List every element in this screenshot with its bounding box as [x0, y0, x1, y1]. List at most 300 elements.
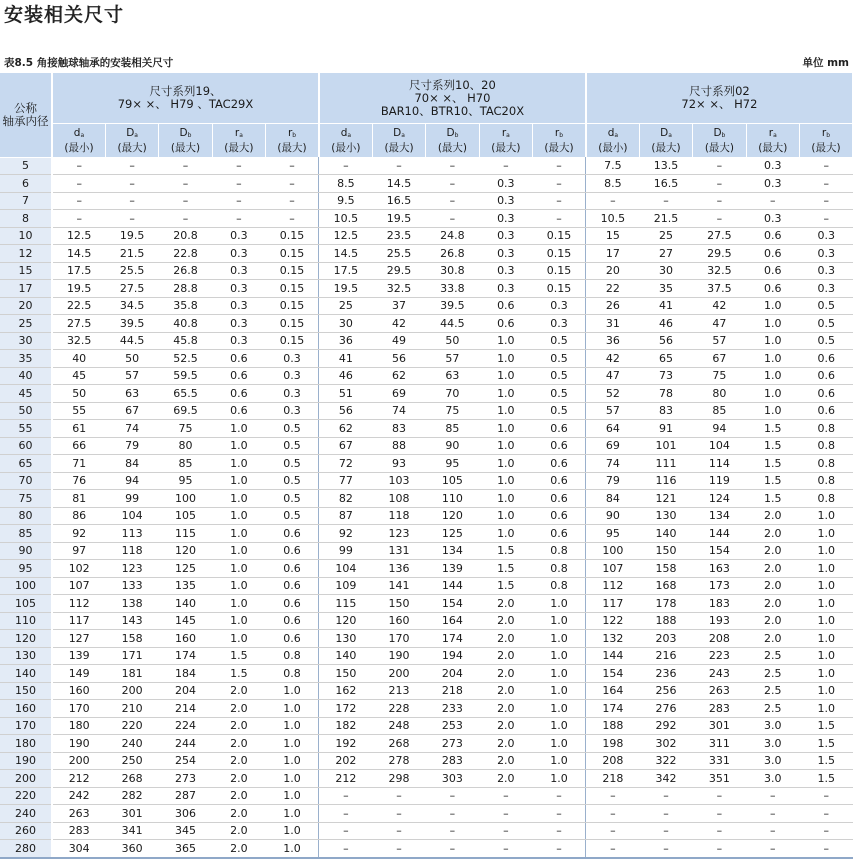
nominal-bore-cell: 5 — [0, 157, 52, 175]
dimension-cell: – — [693, 822, 746, 840]
dimension-cell: 101 — [639, 437, 692, 455]
dimension-cell: 162 — [319, 682, 372, 700]
unit-label: 单位 mm — [802, 57, 849, 69]
dimension-cell: 1.0 — [533, 717, 586, 735]
nominal-bore-cell: 17 — [0, 280, 52, 298]
dimension-cell: 2.0 — [479, 735, 532, 753]
dimension-cell: – — [426, 210, 479, 228]
dimension-cell: 141 — [372, 577, 425, 595]
dimension-cell: 2.0 — [212, 805, 265, 823]
dimension-cell: 0.3 — [800, 262, 853, 280]
dimension-cell: 110 — [426, 490, 479, 508]
dimension-cell: 21.5 — [639, 210, 692, 228]
table-row — [0, 630, 853, 648]
nominal-bore-cell: 20 — [0, 297, 52, 315]
dimension-cell: 139 — [426, 560, 479, 578]
table-row — [0, 700, 853, 718]
dimension-cell: 0.15 — [266, 297, 319, 315]
dimension-cell: 1.0 — [479, 437, 532, 455]
dimension-cell: – — [533, 210, 586, 228]
dimension-cell: 0.8 — [800, 420, 853, 438]
dimension-cell: – — [479, 840, 532, 858]
dimension-cell: 304 — [52, 840, 105, 858]
dimension-cell: – — [105, 175, 158, 193]
dimension-cell: 1.0 — [746, 297, 799, 315]
dimension-cell: 203 — [639, 630, 692, 648]
dimension-cell: 0.3 — [266, 385, 319, 403]
dimension-cell: 208 — [586, 752, 639, 770]
dimension-cell: – — [639, 805, 692, 823]
dimension-cell: 0.6 — [800, 350, 853, 368]
dimension-cell: 47 — [586, 367, 639, 385]
nominal-bore-cell: 220 — [0, 787, 52, 805]
dimension-cell: 1.5 — [212, 647, 265, 665]
dimension-cell: 74 — [105, 420, 158, 438]
dimension-cell: 73 — [639, 367, 692, 385]
dimension-cell: – — [426, 175, 479, 193]
dimension-cell: 0.5 — [533, 385, 586, 403]
dimension-cell: 0.6 — [479, 315, 532, 333]
dimension-cell: 243 — [693, 665, 746, 683]
dimension-cell: 1.0 — [533, 752, 586, 770]
dimension-cell: 0.6 — [533, 490, 586, 508]
dimension-cell: 1.0 — [479, 367, 532, 385]
dimension-cell: 1.0 — [746, 315, 799, 333]
dimension-cell: 95 — [426, 455, 479, 473]
dimension-cell: 36 — [586, 332, 639, 350]
dimension-cell: 248 — [372, 717, 425, 735]
dimension-cell: 123 — [372, 525, 425, 543]
table-body — [0, 157, 853, 858]
dimension-cell: 25 — [639, 227, 692, 245]
dimension-cell: – — [52, 157, 105, 175]
dimension-cell: 360 — [105, 840, 158, 858]
dimension-cell: 198 — [586, 735, 639, 753]
dimension-cell: 1.0 — [800, 647, 853, 665]
dimension-cell: 0.6 — [266, 612, 319, 630]
dimension-cell: 109 — [319, 577, 372, 595]
table-row — [0, 770, 853, 788]
dimension-cell: – — [426, 192, 479, 210]
dimension-cell: 174 — [586, 700, 639, 718]
table-row — [0, 175, 853, 193]
dimension-cell: 79 — [105, 437, 158, 455]
dimension-cell: 1.0 — [533, 630, 586, 648]
dimension-cell: – — [159, 175, 212, 193]
dimension-cell: 150 — [319, 665, 372, 683]
dimension-cell: – — [800, 840, 853, 858]
dimension-cell: 1.5 — [800, 735, 853, 753]
dimension-cell: 45.8 — [159, 332, 212, 350]
dimension-cell: 1.5 — [212, 665, 265, 683]
dimension-cell: – — [693, 805, 746, 823]
dimension-cell: 63 — [426, 367, 479, 385]
dimension-cell: 1.0 — [533, 700, 586, 718]
nominal-bore-cell: 280 — [0, 840, 52, 858]
dimension-cell: 45 — [52, 367, 105, 385]
nominal-bore-cell: 180 — [0, 735, 52, 753]
dimension-cell: 0.8 — [800, 472, 853, 490]
dimension-cell: 127 — [52, 630, 105, 648]
dimension-cell: 341 — [105, 822, 158, 840]
table-row — [0, 665, 853, 683]
dimension-cell: 242 — [52, 787, 105, 805]
dimension-cell: 2.5 — [746, 647, 799, 665]
dimension-cell: 95 — [159, 472, 212, 490]
dimension-cell: 0.3 — [479, 175, 532, 193]
dimension-cell: 55 — [52, 402, 105, 420]
dimension-cell: 1.0 — [800, 630, 853, 648]
nominal-bore-cell: 55 — [0, 420, 52, 438]
dimension-cell: 26.8 — [426, 245, 479, 263]
dimension-cell: 90 — [586, 507, 639, 525]
dimension-column-header — [426, 124, 479, 158]
dimension-cell: 67 — [319, 437, 372, 455]
dimension-symbol: $r_b$ — [287, 126, 297, 139]
dimension-cell: 84 — [586, 490, 639, 508]
dimension-qualifier: (最大) — [544, 141, 574, 154]
dimension-cell: 117 — [586, 595, 639, 613]
dimension-cell: 107 — [52, 577, 105, 595]
dimension-cell: 74 — [372, 402, 425, 420]
dimension-cell: 118 — [105, 542, 158, 560]
dimension-cell: 204 — [426, 665, 479, 683]
dimension-cell: 1.0 — [746, 385, 799, 403]
dimension-cell: 130 — [639, 507, 692, 525]
table-caption: 表8.5 角接触球轴承的安装相关尺寸 — [4, 57, 174, 69]
dimension-cell: 0.3 — [212, 297, 265, 315]
dimension-cell: 287 — [159, 787, 212, 805]
dimension-cell: – — [800, 210, 853, 228]
series-group-title-line: 尺寸系列02 — [689, 84, 750, 98]
nominal-bore-cell: 190 — [0, 752, 52, 770]
dimension-cell: 200 — [52, 752, 105, 770]
dimension-cell: 27.5 — [693, 227, 746, 245]
dimension-cell: 181 — [105, 665, 158, 683]
dimension-cell: 26.8 — [159, 262, 212, 280]
nominal-bore-cell: 25 — [0, 315, 52, 333]
dimension-cell: 2.0 — [479, 682, 532, 700]
nominal-bore-cell: 45 — [0, 385, 52, 403]
dimension-cell: – — [159, 157, 212, 175]
dimension-cell: 0.3 — [266, 350, 319, 368]
dimension-cell: – — [533, 175, 586, 193]
dimension-cell: – — [586, 787, 639, 805]
dimension-cell: 92 — [52, 525, 105, 543]
dimension-cell: 276 — [639, 700, 692, 718]
dimension-cell: – — [639, 840, 692, 858]
dimension-cell: 0.3 — [266, 402, 319, 420]
dimension-cell: 33.8 — [426, 280, 479, 298]
table-row — [0, 297, 853, 315]
dimension-cell: 208 — [693, 630, 746, 648]
dimension-cell: 9.5 — [319, 192, 372, 210]
dimension-cell: – — [693, 840, 746, 858]
dimension-qualifier: (最大) — [224, 141, 254, 154]
dimension-column-header — [266, 124, 319, 158]
nominal-bore-cell: 110 — [0, 612, 52, 630]
dimension-symbol: $D_a$ — [660, 126, 672, 139]
dimension-qualifier: (最大) — [437, 141, 468, 154]
dimension-cell: – — [800, 175, 853, 193]
dimension-cell: 160 — [372, 612, 425, 630]
dimension-cell: 194 — [426, 647, 479, 665]
dimension-cell: 1.0 — [266, 717, 319, 735]
dimension-cell: 200 — [372, 665, 425, 683]
dimension-cell: 134 — [693, 507, 746, 525]
dimension-cell: 200 — [105, 682, 158, 700]
dimension-cell: 0.6 — [212, 367, 265, 385]
dimension-cell: 278 — [372, 752, 425, 770]
dimension-cell: 292 — [639, 717, 692, 735]
dimension-cell: 112 — [586, 577, 639, 595]
nominal-bore-cell: 95 — [0, 560, 52, 578]
dimension-cell: 1.5 — [800, 752, 853, 770]
dimension-cell: 0.6 — [746, 280, 799, 298]
dimension-cell: 100 — [586, 542, 639, 560]
dimension-cell: 81 — [52, 490, 105, 508]
dimension-cell: – — [266, 157, 319, 175]
dimension-cell: 140 — [159, 595, 212, 613]
dimension-cell: 351 — [693, 770, 746, 788]
dimension-cell: 8.5 — [319, 175, 372, 193]
dimension-cell: – — [746, 840, 799, 858]
dimension-cell: – — [372, 822, 425, 840]
series-group-header — [586, 73, 853, 124]
dimension-cell: 2.0 — [746, 612, 799, 630]
dimension-cell: – — [479, 157, 532, 175]
dimension-cell: 322 — [639, 752, 692, 770]
dimension-symbol: $d_a$ — [340, 126, 352, 139]
dimension-cell: – — [212, 192, 265, 210]
dimension-cell: 119 — [693, 472, 746, 490]
dimension-cell: 77 — [319, 472, 372, 490]
dimension-cell: 0.15 — [533, 280, 586, 298]
nominal-bore-cell: 160 — [0, 700, 52, 718]
dimension-cell: 121 — [639, 490, 692, 508]
dimension-cell: 0.6 — [212, 385, 265, 403]
dimension-cell: 0.8 — [800, 490, 853, 508]
dimension-cell: 0.8 — [533, 577, 586, 595]
dimension-cell: 174 — [159, 647, 212, 665]
dimension-cell: 282 — [105, 787, 158, 805]
dimension-cell: 0.3 — [266, 367, 319, 385]
dimension-cell: 105 — [159, 507, 212, 525]
dimension-cell: 0.5 — [800, 332, 853, 350]
dimension-cell: – — [639, 192, 692, 210]
series-group-title-line: 72× ×、 H72 — [681, 97, 758, 111]
table-row — [0, 210, 853, 228]
dimension-cell: – — [266, 210, 319, 228]
dimension-cell: 1.0 — [479, 385, 532, 403]
dimension-cell: 2.0 — [212, 787, 265, 805]
dimension-cell: 212 — [319, 770, 372, 788]
dimension-cell: 22.8 — [159, 245, 212, 263]
dimension-cell: 85 — [426, 420, 479, 438]
dimension-cell: 14.5 — [319, 245, 372, 263]
dimension-column-header — [159, 124, 212, 158]
dimension-cell: 149 — [52, 665, 105, 683]
dimension-cell: – — [105, 157, 158, 175]
dimension-cell: 1.0 — [266, 770, 319, 788]
nominal-bore-cell: 12 — [0, 245, 52, 263]
nominal-bore-cell: 10 — [0, 227, 52, 245]
table-row — [0, 472, 853, 490]
dimension-cell: 311 — [693, 735, 746, 753]
dimension-cell: 0.3 — [479, 262, 532, 280]
dimension-cell: 107 — [586, 560, 639, 578]
dimension-cell: 3.0 — [746, 717, 799, 735]
dimension-cell: 1.0 — [479, 525, 532, 543]
dimension-cell: 19.5 — [52, 280, 105, 298]
dimension-cell: 39.5 — [105, 315, 158, 333]
dimension-cell: 25 — [319, 297, 372, 315]
dimension-column-header — [479, 124, 532, 158]
dimension-cell: – — [800, 192, 853, 210]
dimension-cell: 1.0 — [266, 700, 319, 718]
dimension-cell: – — [319, 822, 372, 840]
dimension-symbol: $r_a$ — [501, 126, 510, 139]
dimension-cell: 31 — [586, 315, 639, 333]
dimension-cell: 2.0 — [479, 595, 532, 613]
dimension-cell: 143 — [105, 612, 158, 630]
table-row — [0, 437, 853, 455]
table-row — [0, 332, 853, 350]
dimension-cell: 103 — [372, 472, 425, 490]
dimension-cell: 160 — [159, 630, 212, 648]
dimension-cell: 100 — [159, 490, 212, 508]
dimension-cell: 256 — [639, 682, 692, 700]
dimension-cell: 220 — [105, 717, 158, 735]
dimension-cell: 123 — [105, 560, 158, 578]
dimension-cell: 42 — [372, 315, 425, 333]
dimension-cell: – — [693, 175, 746, 193]
dimension-cell: 183 — [693, 595, 746, 613]
dimension-cell: 135 — [159, 577, 212, 595]
nominal-bore-cell: 70 — [0, 472, 52, 490]
dimension-cell: 224 — [159, 717, 212, 735]
dimension-symbol: $D_b$ — [713, 126, 726, 139]
dimension-qualifier: (最大) — [491, 141, 521, 154]
dimension-qualifier: (最大) — [704, 141, 735, 154]
dimension-cell: 52.5 — [159, 350, 212, 368]
dimension-cell: 115 — [159, 525, 212, 543]
dimension-qualifier: (最小) — [598, 141, 628, 154]
dimension-cell: 80 — [159, 437, 212, 455]
dimension-cell: – — [52, 175, 105, 193]
dimension-qualifier: (最大) — [811, 141, 841, 154]
table-row — [0, 612, 853, 630]
dimension-cell: 79 — [586, 472, 639, 490]
dimension-cell: 0.3 — [746, 175, 799, 193]
nominal-bore-cell: 65 — [0, 455, 52, 473]
dimension-cell: 0.15 — [266, 280, 319, 298]
dimension-cell: 19.5 — [319, 280, 372, 298]
dimension-cell: 1.0 — [479, 332, 532, 350]
dimension-cell: 1.0 — [800, 560, 853, 578]
dimension-cell: – — [746, 787, 799, 805]
dimension-cell: 1.0 — [266, 682, 319, 700]
dimension-cell: 75 — [426, 402, 479, 420]
dimension-cell: 134 — [426, 542, 479, 560]
series-group-title-line: 尺寸系列10、20 — [409, 77, 496, 92]
dimension-cell: 0.5 — [800, 297, 853, 315]
dimension-cell: 1.0 — [479, 472, 532, 490]
table-row — [0, 735, 853, 753]
dimension-cell: 0.3 — [800, 227, 853, 245]
dimension-cell: – — [212, 210, 265, 228]
dimension-cell: 0.3 — [212, 332, 265, 350]
dimension-cell: – — [800, 822, 853, 840]
dimension-cell: 42 — [693, 297, 746, 315]
table-row — [0, 350, 853, 368]
dimension-cell: – — [426, 840, 479, 858]
series-group-title-line: BAR10、BTR10、TAC20X — [380, 103, 525, 118]
dimension-qualifier: (最大) — [117, 141, 147, 154]
dimension-cell: 253 — [426, 717, 479, 735]
dimension-cell: 144 — [426, 577, 479, 595]
dimension-cell: – — [212, 175, 265, 193]
dimension-cell: 0.6 — [533, 420, 586, 438]
dimension-cell: 1.0 — [266, 822, 319, 840]
dimension-cell: 1.0 — [800, 665, 853, 683]
dimension-cell: 154 — [693, 542, 746, 560]
dimension-cell: 86 — [52, 507, 105, 525]
dimension-cell: 27 — [639, 245, 692, 263]
nominal-bore-cell: 50 — [0, 402, 52, 420]
dimension-cell: 0.6 — [533, 525, 586, 543]
dimension-cell: 2.0 — [479, 612, 532, 630]
dimension-cell: 17 — [586, 245, 639, 263]
table-row — [0, 717, 853, 735]
dimension-cell: 0.6 — [800, 402, 853, 420]
dimension-cell: 0.5 — [266, 437, 319, 455]
dimension-cell: 24.8 — [426, 227, 479, 245]
dimension-cell: 1.0 — [533, 595, 586, 613]
dimension-cell: 268 — [105, 770, 158, 788]
dimension-cell: 56 — [639, 332, 692, 350]
dimension-cell: 10.5 — [319, 210, 372, 228]
dimension-cell: 64 — [586, 420, 639, 438]
dimension-cell: 1.0 — [533, 735, 586, 753]
table-row — [0, 227, 853, 245]
dimension-symbol: $r_a$ — [768, 126, 777, 139]
dimension-cell: 0.6 — [533, 455, 586, 473]
dimension-cell: 114 — [693, 455, 746, 473]
dimension-cell: 283 — [693, 700, 746, 718]
dimension-cell: – — [372, 840, 425, 858]
nominal-bore-cell: 7 — [0, 192, 52, 210]
dimension-cell: 32.5 — [693, 262, 746, 280]
dimension-cell: 150 — [639, 542, 692, 560]
dimension-cell: 1.0 — [212, 542, 265, 560]
table-row — [0, 840, 853, 858]
nominal-bore-header-line: 公称 — [14, 100, 37, 115]
dimension-cell: – — [800, 805, 853, 823]
dimension-cell: 2.5 — [746, 665, 799, 683]
dimension-cell: 140 — [639, 525, 692, 543]
dimension-cell: 2.0 — [746, 595, 799, 613]
dimension-cell: 331 — [693, 752, 746, 770]
dimension-cell: 0.6 — [746, 245, 799, 263]
dimension-cell: 0.8 — [533, 542, 586, 560]
nominal-bore-cell: 15 — [0, 262, 52, 280]
dimension-cell: 22.5 — [52, 297, 105, 315]
dimension-cell: 223 — [693, 647, 746, 665]
dimension-cell: – — [479, 787, 532, 805]
table-row — [0, 787, 853, 805]
dimension-cell: 67 — [105, 402, 158, 420]
